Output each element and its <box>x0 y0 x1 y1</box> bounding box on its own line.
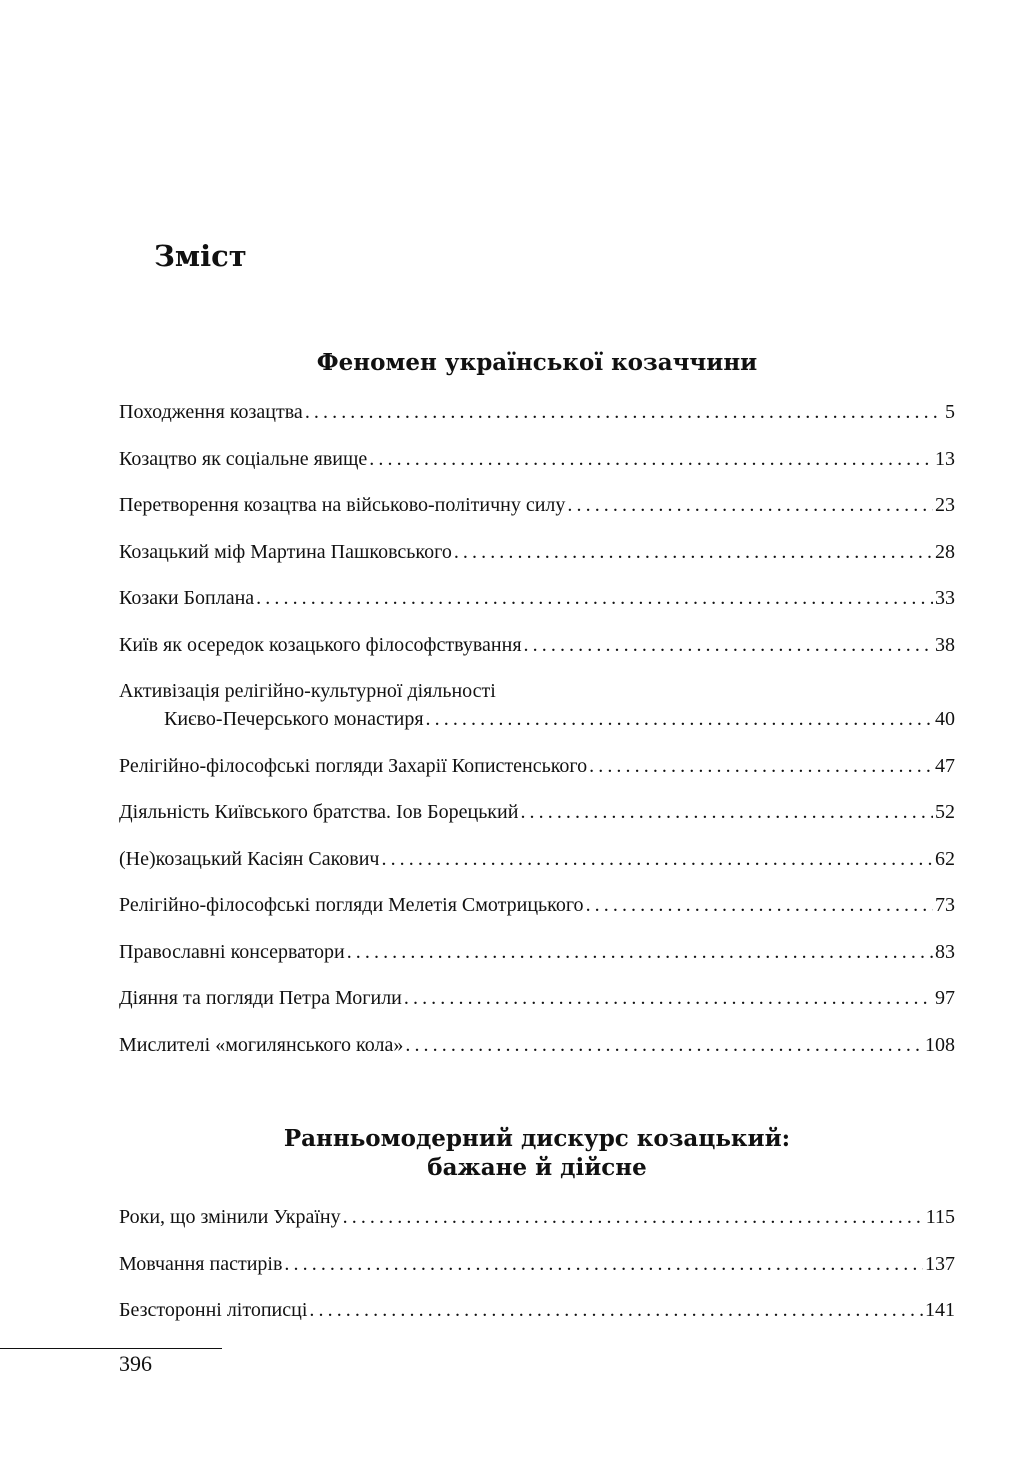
toc-entry-title: Мовчання пастирів <box>119 1252 283 1275</box>
toc-entry[interactable] <box>119 398 955 426</box>
toc-entry-page: 13 <box>935 447 955 470</box>
dot-leader <box>381 845 933 873</box>
toc-entry[interactable] <box>119 1031 955 1059</box>
toc-entry-title: Діяння та погляди Петра Могили <box>119 987 402 1009</box>
dot-leader <box>426 705 933 733</box>
toc-entry-page: 141 <box>925 1299 955 1321</box>
toc-section-early-modern-discourse <box>119 1124 955 1343</box>
toc-entry-page: 28 <box>935 540 955 563</box>
toc-entry-page: 115 <box>925 1206 955 1228</box>
section-title-line: Феномен української козаччини <box>316 349 758 376</box>
toc-entry[interactable] <box>119 538 955 566</box>
dot-leader <box>520 798 933 826</box>
toc-entry-title: Козаки Боплана <box>119 587 255 609</box>
section-title-line: Ранньомодерний дискурс козацький: <box>283 1125 791 1152</box>
toc-entry[interactable] <box>119 798 955 826</box>
toc-entry[interactable] <box>119 677 955 733</box>
page-number: 396 <box>119 1351 152 1376</box>
dot-leader <box>347 938 933 966</box>
toc-entry[interactable] <box>119 938 955 966</box>
toc-entry[interactable] <box>119 491 955 519</box>
toc-entry-page: 5 <box>945 401 955 423</box>
footer-divider <box>0 1348 222 1349</box>
dot-leader <box>309 1296 923 1324</box>
dot-leader <box>454 538 933 566</box>
toc-entry[interactable] <box>119 1296 955 1324</box>
toc-entry-title: Релігійно-філософські погляди Захарії Копистенського <box>119 754 588 777</box>
toc-entry-page: 40 <box>935 708 955 730</box>
toc-entry-title: Релігійно-філософські погляди Мелетія Смотрицького <box>119 894 584 916</box>
toc-entry-title: Козацький міф Мартина Пашковського <box>119 540 452 563</box>
dot-leader <box>284 1250 923 1278</box>
dot-leader <box>589 752 933 780</box>
section-title-line: бажане й дійсне <box>427 1154 647 1181</box>
toc-entry-page: 33 <box>935 587 955 609</box>
dot-leader <box>404 984 933 1012</box>
toc-entry-page: 73 <box>935 894 955 916</box>
toc-entry-title: Безсторонні літописці <box>119 1299 308 1321</box>
dot-leader <box>586 891 933 919</box>
section-title <box>119 348 955 377</box>
toc-entry[interactable] <box>119 445 955 473</box>
toc-entry-title: Роки, що змінили Україну <box>119 1206 341 1228</box>
dot-leader <box>405 1031 923 1059</box>
toc-entry-page: 23 <box>935 494 955 516</box>
toc-entry-title-line1: Активізація релігійно-культурної діяльності <box>119 680 496 702</box>
toc-entry[interactable] <box>119 1203 955 1231</box>
page-title: Зміст <box>154 239 247 273</box>
toc-entry-title: (Не)козацький Касіян Сакович <box>119 847 380 870</box>
toc-entry-title: Православні консерватори <box>119 940 345 963</box>
section-title <box>119 1124 955 1182</box>
toc-entry[interactable] <box>119 631 955 659</box>
toc-entry-page: 137 <box>925 1252 955 1275</box>
toc-entry-page: 108 <box>925 1033 955 1056</box>
toc-entry-page: 38 <box>935 633 955 656</box>
dot-leader <box>524 631 933 659</box>
toc-entry-title: Походження козацтва <box>119 401 303 423</box>
toc-entry-title: Перетворення козацтва на військово-політичну силу <box>119 494 566 516</box>
toc-entry-page: 62 <box>935 847 955 870</box>
toc-entry-page: 52 <box>935 801 955 823</box>
toc-entry[interactable] <box>119 584 955 612</box>
toc-entry[interactable] <box>119 1250 955 1278</box>
toc-entry-page: 47 <box>935 754 955 777</box>
toc-entry[interactable] <box>119 752 955 780</box>
toc-entry-title-line2: Києво-Печерського монастиря <box>164 708 424 730</box>
toc-entry[interactable] <box>119 891 955 919</box>
dot-leader <box>567 491 933 519</box>
dot-leader <box>256 584 933 612</box>
toc-entry-title: Київ як осередок козацького філософствування <box>119 633 522 656</box>
toc-entry-page: 83 <box>935 940 955 963</box>
dot-leader <box>369 445 933 473</box>
toc-section-cossack-phenomenon <box>119 348 955 1077</box>
toc-entry-page: 97 <box>935 987 955 1009</box>
toc-entry[interactable] <box>119 984 955 1012</box>
toc-entry-title: Діяльність Київського братства. Іов Борецький <box>119 801 519 823</box>
dot-leader <box>343 1203 924 1231</box>
dot-leader <box>305 398 943 426</box>
toc-entry[interactable] <box>119 845 955 873</box>
toc-entry-title: Мислителі «могилянського кола» <box>119 1033 404 1056</box>
toc-entry-title: Козацтво як соціальне явище <box>119 447 368 470</box>
